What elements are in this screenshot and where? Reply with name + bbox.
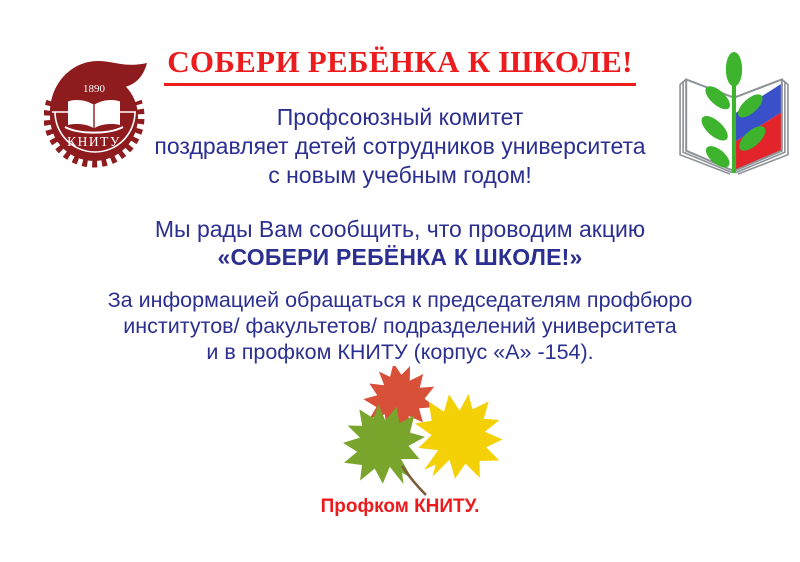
- autumn-leaves-image: [330, 366, 516, 498]
- signature: Профком КНИТУ.: [320, 496, 480, 517]
- greeting-line: с новым учебным годом!: [268, 162, 532, 188]
- info-text: [0, 287, 800, 365]
- announcement-action-name: «СОБЕРИ РЕБЁНКА К ШКОЛЕ!»: [217, 244, 583, 270]
- info-line: За информацией обращаться к председателям профбюро: [107, 288, 693, 312]
- page-title-text: СОБЕРИ РЕБЁНКА К ШКОЛЕ!: [164, 44, 636, 86]
- knitu-founding-year: 1890: [83, 83, 105, 95]
- info-line: и в профком КНИТУ (корпус «А» -154).: [206, 340, 594, 364]
- announcement-line: Мы рады Вам сообщить, что проводим акцию: [154, 216, 646, 242]
- announcement-text: [0, 215, 800, 271]
- maple-leaves-icon: [330, 366, 516, 498]
- greeting-line: поздравляет детей сотрудников университета: [154, 133, 646, 159]
- greeting-text: [0, 103, 800, 190]
- knitu-abbreviation: КНИТУ: [67, 134, 121, 149]
- greeting-line: Профсоюзный комитет: [276, 104, 524, 130]
- leaf-stem: [402, 466, 426, 495]
- info-line: институтов/ факультетов/ подразделений университета: [123, 314, 677, 338]
